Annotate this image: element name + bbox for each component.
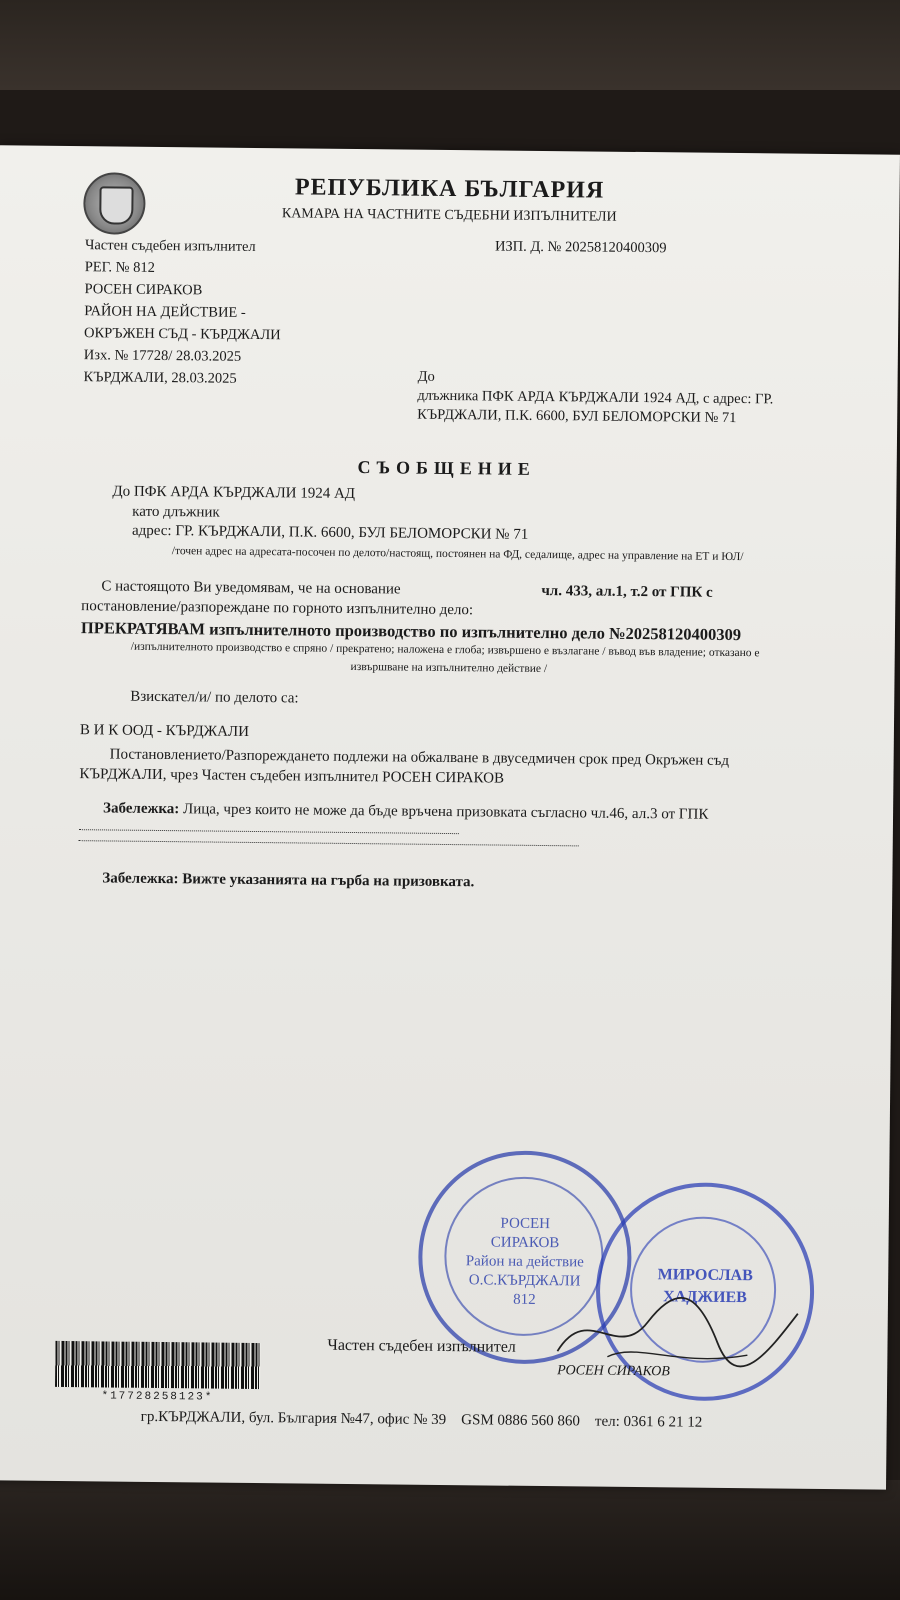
sender-info bbox=[83, 234, 281, 390]
action-note: /изпълнителното производство е спряно / прекратено; наложена е глоба; извършено е възлагане / въвод във владение; отказано е bbox=[130, 640, 760, 660]
appeal-text: Постановлението/Разпореждането подлежи на обжалване в двуседмичен срок пред Окръжен съд bbox=[109, 746, 730, 769]
handwritten-signature bbox=[547, 1281, 808, 1374]
appeal-text-cont: КЪРДЖАЛИ, чрез Частен съдебен изпълнител РОСЕН СИРАКОВ bbox=[79, 766, 505, 787]
sender-line: РАЙОН НА ДЕЙСТВИЕ - bbox=[84, 303, 246, 321]
claimant-name: В И К ООД - КЪРДЖАЛИ bbox=[79, 722, 250, 740]
signature-title: Частен съдебен изпълнител bbox=[327, 1336, 516, 1356]
case-number: ИЗП. Д. № 20258120400309 bbox=[494, 238, 667, 257]
addressee-block bbox=[417, 368, 773, 429]
stamp-text: МИРОСЛАВ bbox=[657, 1266, 753, 1285]
sender-line: ОКРЪЖЕН СЪД - КЪРДЖАЛИ bbox=[83, 325, 281, 344]
addressee-line: длъжника ПФК АРДА КЪРДЖАЛИ 1924 АД, с адрес: ГР. bbox=[417, 387, 774, 408]
footer-tel: тел: 0361 6 21 12 bbox=[594, 1413, 703, 1431]
stamp-text: 812 bbox=[513, 1291, 536, 1308]
barcode bbox=[55, 1341, 260, 1389]
footer-address: гр.КЪРДЖАЛИ, бул. България №47, офис № 39 bbox=[140, 1408, 447, 1429]
stamp-text: СИРАКОВ bbox=[490, 1234, 560, 1252]
chamber-subtitle: КАМАРА НА ЧАСТНИТЕ СЪДЕБНИ ИЗПЪЛНИТЕЛИ bbox=[281, 206, 617, 225]
basis-article: чл. 433, ал.1, т.2 от ГПК с bbox=[541, 582, 713, 601]
stamp-text: Район на действие bbox=[465, 1253, 584, 1271]
dotted-line bbox=[79, 828, 459, 834]
sender-line: РЕГ. № 812 bbox=[84, 259, 155, 276]
action-statement: ПРЕКРАТЯВАМ изпълнителното производство по изпълнително дело №20258120400309 bbox=[80, 618, 742, 645]
barcode-number: *17728258123* bbox=[101, 1390, 214, 1404]
sender-line: Частен съдебен изпълнител bbox=[84, 237, 256, 255]
desk-background-bottom bbox=[0, 1480, 900, 1600]
address-note: /точен адрес на адресата-посочен по делото/настоящ, постоянен на ФД, седалище, адрес на управление на ЕТ и ЮЛ/ bbox=[171, 545, 744, 564]
sender-line: Изх. № 17728/ 28.03.2025 bbox=[83, 347, 242, 365]
note-2 bbox=[102, 870, 474, 891]
sender-line: КЪРДЖАЛИ, 28.03.2025 bbox=[83, 369, 237, 387]
addressee-line: КЪРДЖАЛИ, П.К. 6600, БУЛ БЕЛОМОРСКИ № 71 bbox=[417, 406, 737, 427]
as-debtor: като длъжник bbox=[132, 503, 220, 521]
dotted-line bbox=[79, 839, 579, 846]
footer-contacts bbox=[141, 1409, 703, 1432]
addressee-to: До bbox=[417, 368, 435, 385]
note-label: Забележка: bbox=[102, 870, 179, 888]
sender-line: РОСЕН СИРАКОВ bbox=[84, 281, 203, 299]
desk-background-top bbox=[0, 0, 900, 90]
note-text: Вижте указанията на гърба на призовката. bbox=[182, 871, 475, 891]
signature-name: РОСЕН СИРАКОВ bbox=[557, 1363, 670, 1380]
stamp-text: О.С.КЪРДЖАЛИ bbox=[468, 1272, 581, 1290]
document-page bbox=[0, 145, 900, 1489]
basis-text: С настоящото Ви уведомявам, че на основание bbox=[101, 578, 401, 598]
stamp-text: ХАДЖИЕВ bbox=[663, 1288, 747, 1307]
message-to: До ПФК АРДА КЪРДЖАЛИ 1924 АД bbox=[112, 483, 356, 503]
footer-gsm: GSM 0886 560 860 bbox=[461, 1412, 581, 1430]
note-label: Забележка: bbox=[103, 800, 180, 818]
note-1 bbox=[103, 800, 708, 823]
country-title: РЕПУБЛИКА БЪЛГАРИЯ bbox=[294, 174, 605, 204]
stamp-text: РОСЕН bbox=[500, 1215, 551, 1233]
debtor-address: адрес: ГР. КЪРДЖАЛИ, П.К. 6600, БУЛ БЕЛОМОРСКИ № 71 bbox=[131, 522, 529, 543]
action-note-cont: извършване на изпълнително действие / bbox=[350, 660, 548, 676]
note-text: Лица, чрез които не може да бъде връчена призовката съгласно чл.46, ал.3 от ГПК bbox=[182, 801, 709, 823]
claimants-label: Взискател/и/ по делото са: bbox=[130, 688, 299, 707]
basis-continuation: постановление/разпореждане по горното изпълнително дело: bbox=[81, 598, 474, 619]
message-title: СЪОБЩЕНИЕ bbox=[357, 457, 536, 479]
